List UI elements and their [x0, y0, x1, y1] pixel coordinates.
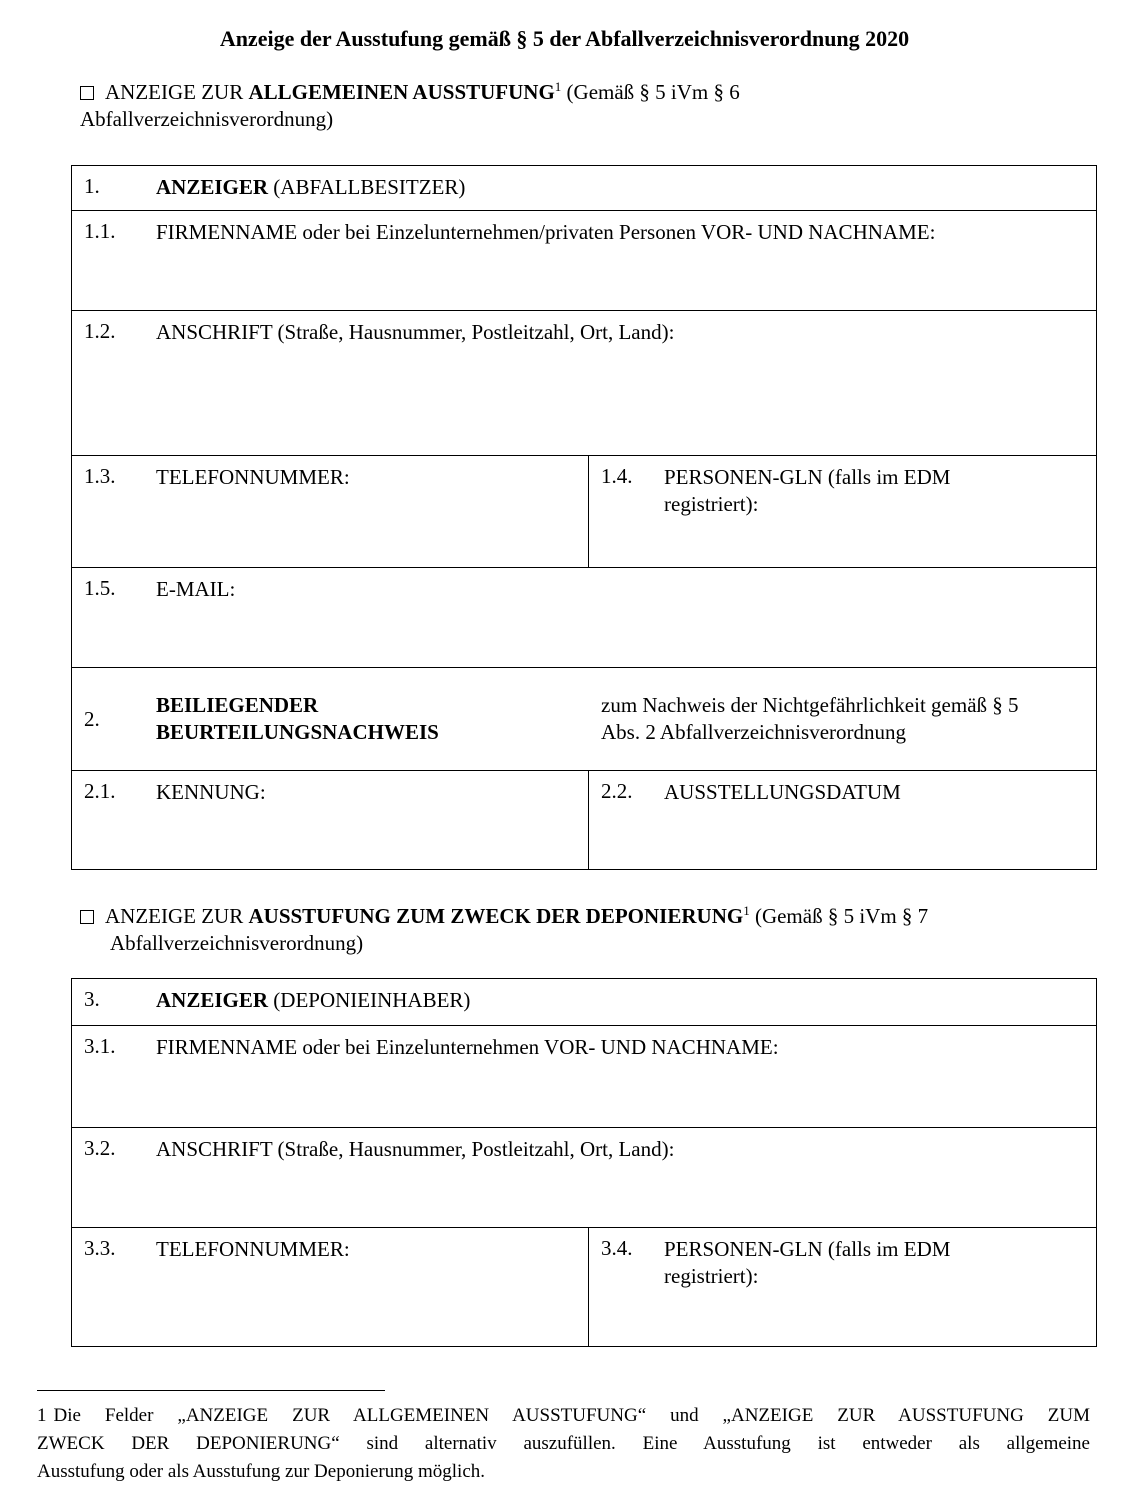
cell-number: 3.3. [84, 1236, 116, 1260]
footnote-marker: 1 [37, 1405, 47, 1426]
cell-label: E-MAIL: [156, 577, 236, 601]
cell-label [156, 979, 1096, 1025]
row-title: ANZEIGER [156, 175, 269, 199]
row-title: BEILIEGENDER BEURTEILUNGSNACHWEIS [156, 693, 439, 744]
cell-label: TELEFONNUMMER: [156, 1237, 350, 1261]
section-header-line1 [80, 903, 928, 930]
cell-label: TELEFONNUMMER: [156, 465, 350, 489]
cell-number: 2.1. [84, 779, 116, 803]
page-title: Anzeige der Ausstufung gemäß § 5 der Abfallverzeichnisverordnung 2020 [219, 26, 910, 51]
row-3-3-3-4 [72, 1228, 1096, 1346]
row-3-anzeiger [72, 979, 1096, 1026]
cell-label: PERSONEN-GLN (falls im EDM registriert): [664, 1237, 951, 1288]
cell-telefonnummer [72, 456, 589, 567]
section-label-prefix: ANZEIGE ZUR [105, 80, 249, 104]
deponierung-checkbox[interactable] [80, 910, 94, 924]
footnote-line1 [37, 1402, 1090, 1430]
section-label-suffix: (Gemäß § 5 iVm § 7 [749, 904, 929, 928]
row-2-beurteilungsnachweis [72, 668, 1096, 771]
cell-label: FIRMENNAME oder bei Einzelunternehmen VOR- UND NACHNAME: [156, 1035, 779, 1059]
row-3-2-anschrift [72, 1128, 1096, 1228]
row-description: zum Nachweis der Nichtgefährlichkeit gemäß § 5 Abs. 2 Abfallverzeichnisverordnung [601, 693, 1019, 744]
cell-kennung [72, 771, 589, 869]
cell-number: 1.5. [84, 576, 116, 600]
section-label-emphasis: AUSSTUFUNG ZUM ZWECK DER DEPONIERUNG [248, 904, 744, 928]
cell-number: 3. [84, 987, 100, 1011]
section-header-line1 [80, 79, 740, 106]
cell-number: 1. [84, 174, 100, 198]
cell-label: AUSSTELLUNGSDATUM [664, 780, 901, 804]
cell-label: FIRMENNAME oder bei Einzelunternehmen/privaten Personen VOR- UND NACHNAME: [156, 220, 936, 244]
cell-number: 3.1. [84, 1034, 116, 1058]
cell-telefonnummer [72, 1228, 589, 1346]
cell-label [156, 166, 1096, 210]
table-anzeiger-abfallbesitzer [71, 165, 1097, 870]
cell-label: KENNUNG: [156, 780, 266, 804]
row-1-anzeiger [72, 166, 1096, 211]
footnote-ref-marker: 1 [554, 79, 562, 94]
cell-number: 3.2. [84, 1136, 116, 1160]
footnote-separator [37, 1390, 385, 1391]
cell-number: 2. [84, 706, 100, 731]
cell-number: 1.2. [84, 319, 116, 343]
footnote-line3: Ausstufung oder als Ausstufung zur Deponierung möglich. [37, 1461, 486, 1482]
cell-number: 1.4. [601, 464, 633, 488]
cell-label: ANSCHRIFT (Straße, Hausnummer, Postleitzahl, Ort, Land): [156, 1137, 675, 1161]
cell-label: PERSONEN-GLN (falls im EDM registriert): [664, 465, 951, 516]
footnote-ref-marker: 1 [743, 903, 750, 918]
row-subtitle: (ABFALLBESITZER) [268, 175, 466, 199]
footnote [37, 1402, 1090, 1486]
section-label-line2: Abfallverzeichnisverordnung) [80, 107, 334, 131]
section-allgemeine-ausstufung-header [80, 79, 740, 133]
cell-number: 3.4. [601, 1236, 633, 1260]
table-anzeiger-deponieinhaber [71, 978, 1097, 1347]
row-1-2-anschrift [72, 311, 1096, 456]
row-1-5-email [72, 568, 1096, 668]
footnote-line2: ZWECK DER DEPONIERUNG“ sind alternativ auszufüllen. Eine Ausstufung ist entweder als allgemeine [37, 1433, 1090, 1454]
cell-ausstellungsdatum [589, 771, 1096, 869]
row-subtitle: (DEPONIEINHABER) [268, 988, 471, 1012]
row-3-1-firmenname [72, 1026, 1096, 1128]
cell-personen-gln [589, 1228, 1096, 1346]
cell-number: 1.3. [84, 464, 116, 488]
cell-label: ANSCHRIFT (Straße, Hausnummer, Postleitzahl, Ort, Land): [156, 320, 675, 344]
section-label-line2: Abfallverzeichnisverordnung) [110, 931, 364, 955]
section-label-emphasis: ALLGEMEINEN AUSSTUFUNG [248, 80, 555, 104]
row-1-1-firmenname [72, 211, 1096, 311]
cell-number: 2.2. [601, 779, 633, 803]
section-label-suffix: (Gemäß § 5 iVm § 6 [561, 80, 740, 104]
footnote-text: Die Felder „ANZEIGE ZUR ALLGEMEINEN AUSSTUFUNG“ und „ANZEIGE ZUR AUSSTUFUNG ZUM [53, 1405, 1090, 1426]
section-label-prefix: ANZEIGE ZUR [105, 904, 249, 928]
allgemeine-ausstufung-checkbox[interactable] [80, 86, 94, 100]
cell-personen-gln [589, 456, 1096, 567]
row-title: ANZEIGER [156, 988, 269, 1012]
row-2-1-2-2 [72, 771, 1096, 869]
section-deponierung-header [80, 903, 928, 957]
row-1-3-1-4 [72, 456, 1096, 568]
cell-number: 1.1. [84, 219, 116, 243]
